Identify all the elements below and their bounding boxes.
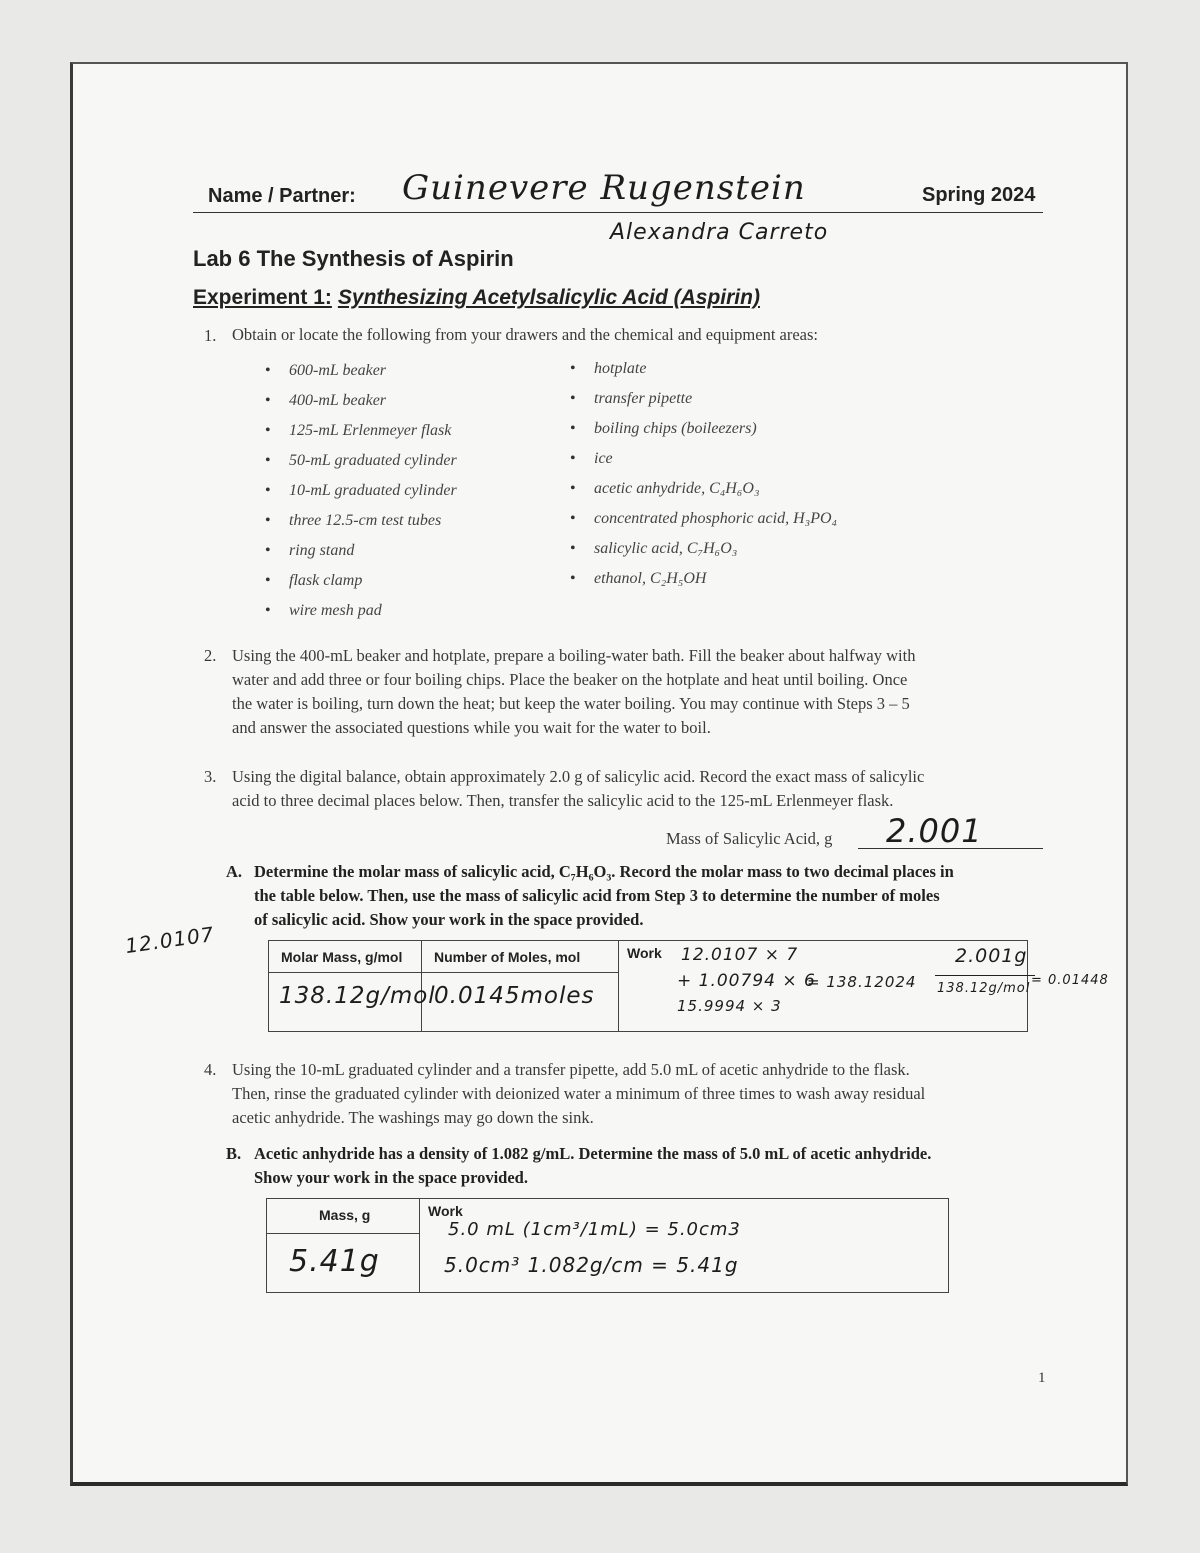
question-b-line: Acetic anhydride has a density of 1.082 g/mL. Determine the mass of 5.0 mL of acetic anhydride. xyxy=(254,1144,932,1163)
name-underline xyxy=(193,212,1043,213)
equipment-item: • 50-mL graduated cylinder xyxy=(265,446,457,476)
molar-mass-cell xyxy=(269,973,436,1032)
step-1-text: Obtain or locate the following from your drawers and the chemical and equipment areas: xyxy=(232,325,818,344)
step-2-number: 2. xyxy=(204,646,217,665)
step-3-number: 3. xyxy=(204,767,217,786)
work-a-line-3: 15.9994 × 3 xyxy=(677,997,782,1015)
equipment-item: • flask clamp xyxy=(265,566,457,596)
work-header-a: Work xyxy=(627,945,662,961)
mass-header: Mass, g xyxy=(319,1207,371,1223)
moles-header: Number of Moles, mol xyxy=(434,949,581,965)
step-4-line: Using the 10-mL graduated cylinder and a transfer pipette, add 5.0 mL of acetic anhydride to the flask. xyxy=(232,1060,910,1079)
equipment-item: • 10-mL graduated cylinder xyxy=(265,476,457,506)
lab-title: Lab 6 The Synthesis of Aspirin xyxy=(193,246,514,271)
equipment-item: • wire mesh pad xyxy=(265,596,457,626)
mass-cell xyxy=(267,1234,420,1293)
step-2-line: and answer the associated questions while you wait for the water to boil. xyxy=(232,718,711,737)
step-4-number: 4. xyxy=(204,1060,217,1079)
work-b-line-2: 5.0cm³ 1.082g/cm = 5.41g xyxy=(444,1253,739,1277)
step-3-text xyxy=(232,765,924,813)
mass-value: 5.41g xyxy=(289,1244,380,1279)
handwritten-partner: Alexandra Carreto xyxy=(610,220,829,245)
equipment-item: • boiling chips (boileezers) xyxy=(570,414,837,444)
step-2-line: water and add three or four boiling chips. Place the beaker on the hotplate and heat until boiling. Once xyxy=(232,670,908,689)
mass-header-cell xyxy=(267,1199,420,1234)
equipment-item: • 125-mL Erlenmeyer flask xyxy=(265,416,457,446)
moles-cell xyxy=(422,973,619,1032)
division-numerator: 2.001g xyxy=(955,945,1028,967)
work-cell-a xyxy=(619,941,1109,1032)
page-number: 1 xyxy=(1038,1370,1046,1386)
question-a-line: the table below. Then, use the mass of salicylic acid from Step 3 to determine the number of moles xyxy=(254,886,940,905)
division-bar xyxy=(935,975,1035,976)
equipment-item: • concentrated phosphoric acid, H₃PO₄ xyxy=(570,504,837,534)
handwritten-name: Guinevere Rugenstein xyxy=(402,168,806,208)
step-2-text xyxy=(232,644,915,740)
question-a-text xyxy=(254,860,954,932)
work-cell-b xyxy=(420,1199,949,1293)
equipment-item: • hotplate xyxy=(570,354,837,384)
work-a-result: = 138.12024 xyxy=(807,973,917,991)
question-a-line: Determine the molar mass of salicylic acid, C₇H₆O₃. Record the molar mass to two decimal places in xyxy=(254,862,954,881)
equipment-list-right xyxy=(570,354,837,594)
equipment-item: • three 12.5-cm test tubes xyxy=(265,506,457,536)
experiment-name: Synthesizing Acetylsalicylic Acid (Aspirin) xyxy=(337,286,760,309)
step-4-text xyxy=(232,1058,925,1130)
question-a-letter: A. xyxy=(226,862,243,881)
equipment-item: • 600-mL beaker xyxy=(265,356,457,386)
molar-mass-header: Molar Mass, g/mol xyxy=(281,949,403,965)
equipment-item: • ring stand xyxy=(265,536,457,566)
step-2-line: Using the 400-mL beaker and hotplate, prepare a boiling-water bath. Fill the beaker about halfway with xyxy=(232,646,916,665)
equipment-item: • ethanol, C₂H₅OH xyxy=(570,564,837,594)
mass-salicylic-label: Mass of Salicylic Acid, g xyxy=(666,829,833,848)
work-header-b: Work xyxy=(428,1203,463,1219)
experiment-label: Experiment 1: xyxy=(193,286,332,309)
equipment-list-left xyxy=(265,356,457,626)
question-b-line: Show your work in the space provided. xyxy=(254,1168,528,1187)
name-partner-label: Name / Partner: xyxy=(208,185,356,207)
molar-mass-header-cell xyxy=(269,941,422,973)
work-a-line-2: + 1.00794 × 6 xyxy=(677,971,816,991)
equipment-item: • ice xyxy=(570,444,837,474)
molar-mass-value: 138.12g/mol xyxy=(279,983,436,1009)
step-3-line: Using the digital balance, obtain approximately 2.0 g of salicylic acid. Record the exact mass of salicylic xyxy=(232,767,925,786)
step-4-line: acetic anhydride. The washings may go down the sink. xyxy=(232,1108,594,1127)
equipment-item: • transfer pipette xyxy=(570,384,837,414)
step-4-line: Then, rinse the graduated cylinder with deionized water a minimum of three times to wash away residual xyxy=(232,1084,926,1103)
margin-note: 12.0107 xyxy=(123,921,216,959)
semester-label: Spring 2024 xyxy=(922,184,1036,206)
experiment-title xyxy=(193,286,760,310)
division-denominator: 138.12g/mol xyxy=(937,981,1031,996)
work-b-line-1: 5.0 mL (1cm³/1mL) = 5.0cm3 xyxy=(448,1219,741,1240)
equipment-item: • acetic anhydride, C₄H₆O₃ xyxy=(570,474,837,504)
question-a-line: of salicylic acid. Show your work in the space provided. xyxy=(254,910,644,929)
work-a-line-1: 12.0107 × 7 xyxy=(681,945,799,965)
step-2-line: the water is boiling, turn down the heat; but keep the water boiling. You may continue with Steps 3 – 5 xyxy=(232,694,910,713)
step-1-number: 1. xyxy=(204,326,217,345)
question-b-text xyxy=(254,1142,931,1190)
mass-salicylic-value: 2.001 xyxy=(886,812,983,850)
moles-header-cell xyxy=(422,941,619,973)
equipment-item: • salicylic acid, C₇H₆O₃ xyxy=(570,534,837,564)
table-b xyxy=(266,1198,949,1293)
division-result: = 0.01448 xyxy=(1031,973,1109,988)
equipment-item: • 400-mL beaker xyxy=(265,386,457,416)
table-a xyxy=(268,940,1109,1032)
moles-value: 0.0145moles xyxy=(434,983,595,1009)
question-b-letter: B. xyxy=(226,1144,242,1163)
step-3-line: acid to three decimal places below. Then, transfer the salicylic acid to the 125-mL Erlenmeyer flask. xyxy=(232,791,894,810)
